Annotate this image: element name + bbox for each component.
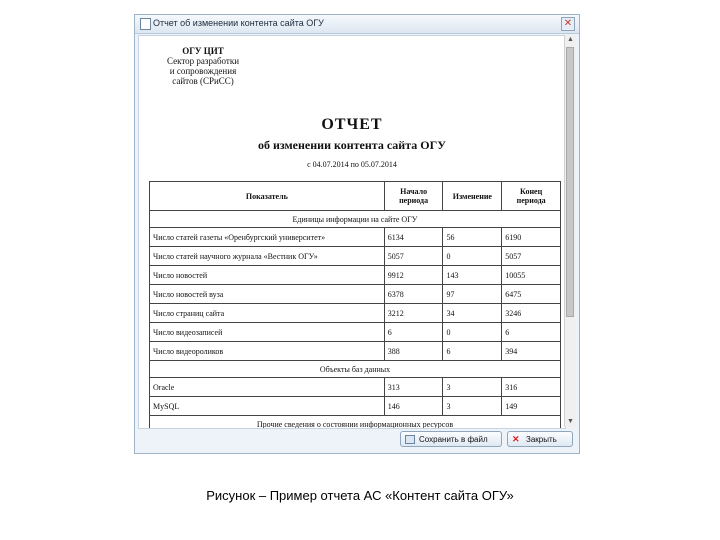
- table-row: [150, 247, 561, 266]
- cell-label: Число новостей: [150, 266, 385, 285]
- header-start: Начало периода: [384, 182, 443, 211]
- cell-label: MySQL: [150, 397, 385, 416]
- cell-change: 0: [443, 323, 502, 342]
- scroll-down-icon[interactable]: ▼: [567, 418, 574, 425]
- cell-change: 143: [443, 266, 502, 285]
- section-row: [150, 211, 561, 228]
- report-title: ОТЧЕТ: [321, 116, 383, 133]
- window-title: Отчет об изменении контента сайта ОГУ: [153, 18, 324, 28]
- cell-end: 316: [502, 378, 561, 397]
- cell-end: 6: [502, 323, 561, 342]
- org-line: и сопровождения: [169, 66, 237, 76]
- cell-end: 10055: [502, 266, 561, 285]
- cell-change: 97: [443, 285, 502, 304]
- cell-change: 3: [443, 397, 502, 416]
- cell-label: Число видеороликов: [150, 342, 385, 361]
- report-view: [138, 35, 566, 429]
- section-title: Единицы информации на сайте ОГУ: [150, 211, 561, 228]
- cell-start: 5057: [384, 247, 443, 266]
- scroll-thumb[interactable]: [566, 47, 574, 317]
- header-change: Изменение: [443, 182, 502, 211]
- cell-change: 56: [443, 228, 502, 247]
- cell-change: 6: [443, 342, 502, 361]
- cell-change: 3: [443, 378, 502, 397]
- cell-start: 6134: [384, 228, 443, 247]
- cell-label: Число статей научного журнала «Вестник ОГУ»: [150, 247, 385, 266]
- close-button[interactable]: [507, 431, 573, 447]
- window-titlebar[interactable]: [135, 15, 579, 34]
- save-to-file-button[interactable]: [400, 431, 502, 447]
- cell-label: Число видеозаписей: [150, 323, 385, 342]
- scroll-up-icon[interactable]: ▲: [567, 36, 574, 43]
- org-line: ОГУ ЦИТ: [182, 46, 224, 56]
- vertical-scrollbar[interactable]: [564, 35, 576, 427]
- table-header-row: [150, 182, 561, 211]
- report-window: [134, 14, 580, 454]
- section-title: Объекты баз данных: [150, 361, 561, 378]
- table-row: [150, 228, 561, 247]
- header-indicator: Показатель: [150, 182, 385, 211]
- table-row: [150, 285, 561, 304]
- close-icon: ✕: [512, 434, 520, 444]
- cell-start: 9912: [384, 266, 443, 285]
- table-row: [150, 304, 561, 323]
- cell-start: 3212: [384, 304, 443, 323]
- table-row: [150, 266, 561, 285]
- cell-end: 6475: [502, 285, 561, 304]
- cell-label: Число новостей вуза: [150, 285, 385, 304]
- header-end: Конец периода: [502, 182, 561, 211]
- figure-caption: Рисунок – Пример отчета АС «Контент сайта ОГУ»: [206, 488, 514, 503]
- cell-label: Oracle: [150, 378, 385, 397]
- save-icon: [405, 435, 415, 444]
- organization-block: [153, 46, 253, 86]
- cell-end: 5057: [502, 247, 561, 266]
- cell-start: 6378: [384, 285, 443, 304]
- save-button-label: Сохранить в файл: [419, 435, 488, 444]
- document-icon: [140, 18, 151, 30]
- cell-end: 149: [502, 397, 561, 416]
- cell-end: 394: [502, 342, 561, 361]
- cell-end: 3246: [502, 304, 561, 323]
- cell-label: Число статей газеты «Оренбургский университет»: [150, 228, 385, 247]
- table-row: [150, 342, 561, 361]
- cell-start: 146: [384, 397, 443, 416]
- report-table: [149, 181, 561, 429]
- table-row: [150, 397, 561, 416]
- table-row: [150, 378, 561, 397]
- cell-end: 6190: [502, 228, 561, 247]
- cell-change: 34: [443, 304, 502, 323]
- org-line: Сектор разработки: [166, 56, 240, 66]
- table-row: [150, 323, 561, 342]
- report-period: с 04.07.2014 по 05.07.2014: [307, 160, 397, 169]
- section-row: [150, 361, 561, 378]
- close-button-label: Закрыть: [526, 435, 557, 444]
- cell-start: 388: [384, 342, 443, 361]
- dialog-buttons: [135, 427, 579, 453]
- report-subtitle: об изменении контента сайта ОГУ: [257, 138, 447, 152]
- cell-change: 0: [443, 247, 502, 266]
- window-close-button[interactable]: ✕: [561, 17, 575, 31]
- cell-start: 313: [384, 378, 443, 397]
- cell-start: 6: [384, 323, 443, 342]
- section-title: Прочие сведения о состоянии информационных ресурсов: [150, 416, 561, 430]
- org-line: сайтов (СРиСС): [172, 76, 234, 86]
- cell-label: Число страниц сайта: [150, 304, 385, 323]
